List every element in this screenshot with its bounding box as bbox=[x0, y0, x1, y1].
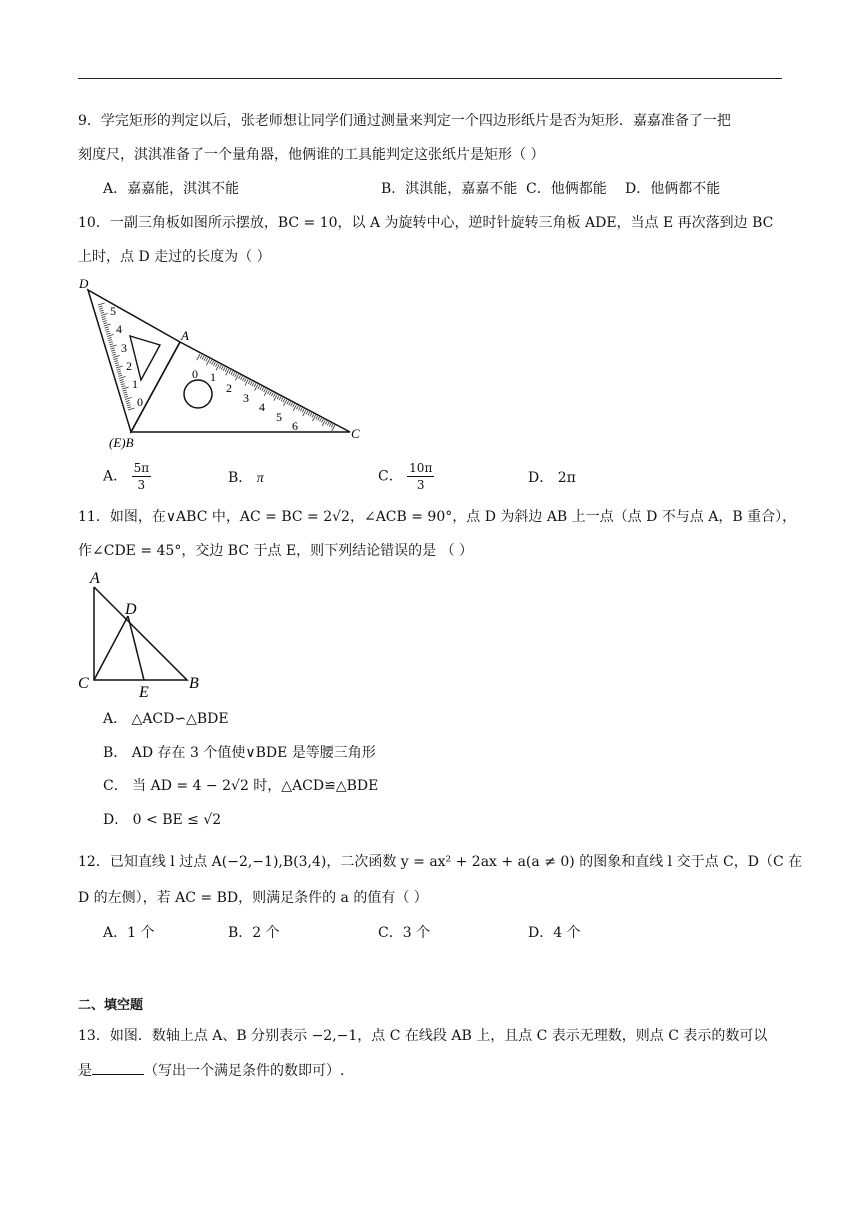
ruler-tick bbox=[250, 381, 252, 385]
ruler-tick bbox=[119, 376, 126, 378]
ruler-tick bbox=[229, 370, 231, 374]
q12-option-d: D．4 个 bbox=[528, 925, 581, 941]
ruler-tick bbox=[283, 399, 285, 403]
ruler-tick bbox=[101, 313, 108, 315]
ruler-tick bbox=[212, 361, 214, 365]
ruler-tick bbox=[127, 407, 131, 408]
ruler-tick bbox=[123, 390, 127, 391]
ruler-tick bbox=[312, 414, 314, 418]
ruler-left-num-0: 0 bbox=[137, 395, 143, 409]
ruler-tick bbox=[316, 416, 318, 420]
ruler-tick bbox=[241, 376, 243, 380]
q9-option-c: C．他俩都能 bbox=[526, 181, 607, 197]
ruler-tick bbox=[200, 355, 202, 359]
ruler-tick bbox=[287, 401, 289, 405]
ruler-left-num-2: 2 bbox=[126, 359, 132, 373]
ruler-tick bbox=[117, 369, 121, 370]
ruler-tick bbox=[103, 321, 107, 322]
q10-label-eb: (E)B bbox=[109, 435, 134, 450]
ruler-tick bbox=[262, 387, 264, 391]
ruler-tick bbox=[327, 422, 329, 426]
ruler-right-num-2: 2 bbox=[226, 381, 232, 395]
q11-label-a: A bbox=[90, 570, 100, 587]
q11-label-e: E bbox=[139, 684, 149, 701]
q10-option-c-fraction bbox=[407, 460, 434, 493]
ruler-tick bbox=[235, 373, 237, 377]
ruler-tick bbox=[111, 350, 115, 351]
q10-option-a-num: 5π bbox=[133, 461, 150, 475]
ruler-tick bbox=[248, 380, 250, 384]
ruler-right-num-4: 4 bbox=[259, 400, 265, 414]
ruler-tick bbox=[99, 308, 103, 309]
q13-stem-line2 bbox=[78, 1060, 344, 1081]
q10-option-d-prefix: D． bbox=[528, 470, 554, 486]
q13-line2-pre: 是 bbox=[78, 1063, 92, 1079]
ruler-tick bbox=[127, 405, 131, 406]
ruler-tick bbox=[108, 337, 112, 338]
ruler-tick bbox=[197, 354, 200, 360]
q10-option-c bbox=[378, 460, 434, 493]
ruler-tick bbox=[268, 391, 270, 395]
ruler-tick bbox=[291, 403, 293, 407]
q11-figure bbox=[78, 570, 199, 701]
ruler-right-num-0: 0 bbox=[192, 367, 198, 381]
ruler-tick bbox=[306, 411, 308, 415]
ruler-tick bbox=[269, 392, 271, 396]
ruler-tick bbox=[293, 404, 295, 408]
ruler-tick bbox=[289, 402, 291, 406]
q10-option-a bbox=[103, 460, 151, 493]
ruler-tick bbox=[260, 386, 262, 390]
ruler-tick bbox=[124, 396, 128, 397]
ruler-tick bbox=[214, 362, 216, 366]
q11-option-a: A． △ACD∽△BDE bbox=[103, 711, 229, 727]
q10-option-b-value: π bbox=[256, 471, 264, 486]
q9-option-a: A．嘉嘉能，淇淇不能 bbox=[103, 181, 240, 197]
q10-label-c: C bbox=[351, 426, 360, 441]
ruler-left-num-1: 1 bbox=[132, 377, 138, 391]
ruler-tick bbox=[100, 312, 104, 313]
ruler-tick bbox=[103, 323, 107, 324]
ruler-tick bbox=[109, 344, 113, 345]
ruler-tick bbox=[308, 412, 310, 416]
ruler-tick bbox=[331, 424, 333, 428]
ruler-tick bbox=[106, 331, 110, 332]
ruler-tick bbox=[105, 327, 109, 328]
ruler-tick bbox=[231, 371, 233, 375]
q10-option-d-value: 2π bbox=[557, 470, 576, 486]
ruler-tick bbox=[118, 375, 122, 376]
section-heading-fill-in: 二、填空题 bbox=[78, 998, 144, 1013]
ruler-tick bbox=[302, 409, 304, 413]
q11-option-d: D． 0 < BE ≤ √2 bbox=[103, 812, 222, 828]
ruler-tick bbox=[244, 378, 246, 382]
ruler-tick bbox=[225, 368, 227, 372]
ruler-tick bbox=[271, 393, 273, 397]
ruler-tick bbox=[100, 310, 104, 311]
ruler-tick bbox=[223, 367, 225, 371]
ruler-tick bbox=[242, 377, 244, 381]
ruler-tick bbox=[125, 397, 132, 399]
ruler-tick bbox=[277, 396, 279, 400]
ruler-tick bbox=[109, 342, 113, 343]
ruler-tick bbox=[206, 358, 208, 362]
ruler-tick bbox=[113, 355, 120, 357]
ruler-tick bbox=[128, 408, 135, 410]
ruler-tick bbox=[104, 324, 111, 326]
q10-option-c-den: 3 bbox=[416, 478, 425, 492]
ruler-tick bbox=[254, 383, 256, 387]
ruler-tick bbox=[124, 394, 128, 395]
q10-option-a-prefix: A． bbox=[103, 468, 128, 485]
q11-stem-line2: 作∠CDE = 45°，交边 BC 于点 E，则下列结论错误的是 （ ） bbox=[78, 543, 474, 559]
q10-option-b bbox=[228, 468, 264, 489]
ruler-tick bbox=[120, 379, 124, 380]
ruler-tick bbox=[107, 334, 114, 336]
q10-option-a-fraction bbox=[132, 460, 152, 493]
ruler-tick bbox=[329, 423, 331, 427]
ruler-tick bbox=[115, 365, 119, 366]
q11-label-b: B bbox=[189, 675, 199, 692]
ruler-tick bbox=[300, 408, 302, 412]
ruler-left-num-3: 3 bbox=[121, 341, 127, 355]
q10-option-d bbox=[528, 468, 576, 488]
ruler-tick bbox=[320, 418, 322, 422]
ruler-tick bbox=[118, 373, 122, 374]
ruler-tick bbox=[126, 403, 130, 404]
ruler-tick bbox=[108, 340, 112, 341]
q10-option-b-prefix: B． bbox=[228, 470, 253, 486]
q12-stem-line1: 12．已知直线 l 过点 A(−2,−1),B(3,4)，二次函数 y = ax² + 2ax + a(a ≠ 0) 的图象和直线 l 交于点 C，D（C 在 bbox=[78, 854, 803, 870]
ruler-tick bbox=[215, 363, 217, 367]
ruler-tick bbox=[325, 421, 327, 425]
ruler-tick bbox=[221, 366, 223, 370]
ruler-tick bbox=[252, 382, 254, 386]
ruler-tick bbox=[310, 413, 312, 417]
ruler-tick bbox=[219, 365, 221, 369]
ruler-right-num-5: 5 bbox=[276, 410, 282, 424]
ruler-tick bbox=[110, 345, 117, 347]
ruler-tick bbox=[102, 316, 106, 317]
ruler-tick bbox=[106, 333, 110, 334]
ruler-tick bbox=[112, 352, 116, 353]
ruler-tick bbox=[298, 407, 300, 411]
q10-label-a: A bbox=[181, 328, 189, 343]
q13-line2-post: （写出一个满足条件的数即可）. bbox=[144, 1063, 345, 1079]
q13-answer-blank[interactable] bbox=[92, 1060, 144, 1075]
ruler-right-num-1: 1 bbox=[210, 370, 216, 384]
ruler-tick bbox=[264, 388, 266, 392]
ruler-tick bbox=[258, 385, 260, 389]
ruler-tick bbox=[105, 329, 109, 330]
q11-label-c: C bbox=[78, 675, 89, 692]
q10-label-d: D bbox=[79, 276, 89, 291]
ruler-tick bbox=[126, 400, 130, 401]
q12-option-b: B．2 个 bbox=[228, 925, 280, 941]
ruler-tick bbox=[281, 398, 283, 402]
ruler-tick bbox=[296, 406, 298, 410]
q9-stem-line1: 9．学完矩形的判定以后，张老师想让同学们通过测量来判定一个四边形纸片是否为矩形．嘉嘉准备了一把 bbox=[78, 113, 731, 129]
ruler-tick bbox=[114, 361, 118, 362]
q12-option-c: C．3 个 bbox=[378, 925, 431, 941]
ruler-tick bbox=[99, 306, 103, 307]
q9-stem-line2: 刻度尺，淇淇准备了一个量角器，他俩谁的工具能判定这张纸片是矩形（ ） bbox=[78, 147, 545, 163]
q12-stem-line2: D 的左侧），若 AC = BD，则满足条件的 a 的值有（ ） bbox=[78, 890, 428, 906]
ruler-tick bbox=[111, 348, 115, 349]
ruler-right-num-6: 6 bbox=[292, 419, 298, 433]
q10-option-a-den: 3 bbox=[137, 478, 146, 492]
ruler-tick bbox=[123, 392, 127, 393]
ruler-tick bbox=[202, 356, 204, 360]
ruler-right-num-3: 3 bbox=[243, 391, 249, 405]
q10-stem-line1: 10．一副三角板如图所示摆放，BC = 10，以 A 为旋转中心，逆时针旋转三角板 ADE，当点 E 再次落到边 BC bbox=[78, 215, 774, 231]
q11-stem-line1: 11．如图，在∨ABC 中，AC = BC = 2√2，∠ACB = 90°，点 D 为斜边 AB 上一点（点 D 不与点 A，B 重合）， bbox=[78, 509, 797, 525]
ruler-tick bbox=[120, 382, 124, 383]
ruler-left-num-4: 4 bbox=[116, 322, 122, 336]
q11-option-b: B． AD 存在 3 个值使∨BDE 是等腰三角形 bbox=[103, 745, 376, 761]
ruler-tick bbox=[322, 419, 324, 423]
ruler-tick bbox=[117, 371, 121, 372]
q10-stem-line2: 上时，点 D 走过的长度为（ ） bbox=[78, 249, 271, 265]
q12-option-a: A．1 个 bbox=[103, 925, 155, 941]
ruler-tick bbox=[122, 387, 129, 389]
ruler-tick bbox=[116, 366, 123, 368]
ruler-tick bbox=[273, 394, 275, 398]
q9-option-b: B．淇淇能，嘉嘉不能 bbox=[381, 181, 518, 197]
ruler-tick bbox=[204, 357, 206, 361]
ruler-left-num-5: 5 bbox=[110, 304, 116, 318]
ruler-tick bbox=[121, 386, 125, 387]
ruler-tick bbox=[210, 360, 212, 364]
ruler-tick bbox=[318, 417, 320, 421]
q10-option-c-prefix: C． bbox=[378, 468, 403, 485]
ruler-tick bbox=[239, 375, 241, 379]
ruler-tick bbox=[98, 303, 105, 305]
q11-option-c: C． 当 AD = 4 − 2√2 时，△ACD≌△BDE bbox=[103, 778, 379, 794]
ruler-tick bbox=[115, 363, 119, 364]
ruler-tick bbox=[279, 397, 281, 401]
q13-stem-line1: 13．如图．数轴上点 A、B 分别表示 −2,−1，点 C 在线段 AB 上，且点 C 表示无理数，则点 C 表示的数可以 bbox=[78, 1028, 768, 1044]
ruler-tick bbox=[114, 358, 118, 359]
q11-label-d: D bbox=[125, 601, 137, 618]
q9-option-d: D．他俩都不能 bbox=[625, 181, 721, 197]
q10-option-c-num: 10π bbox=[409, 461, 433, 475]
ruler-tick bbox=[233, 372, 235, 376]
ruler-tick bbox=[102, 319, 106, 320]
ruler-tick bbox=[112, 354, 116, 355]
ruler-tick bbox=[121, 384, 125, 385]
